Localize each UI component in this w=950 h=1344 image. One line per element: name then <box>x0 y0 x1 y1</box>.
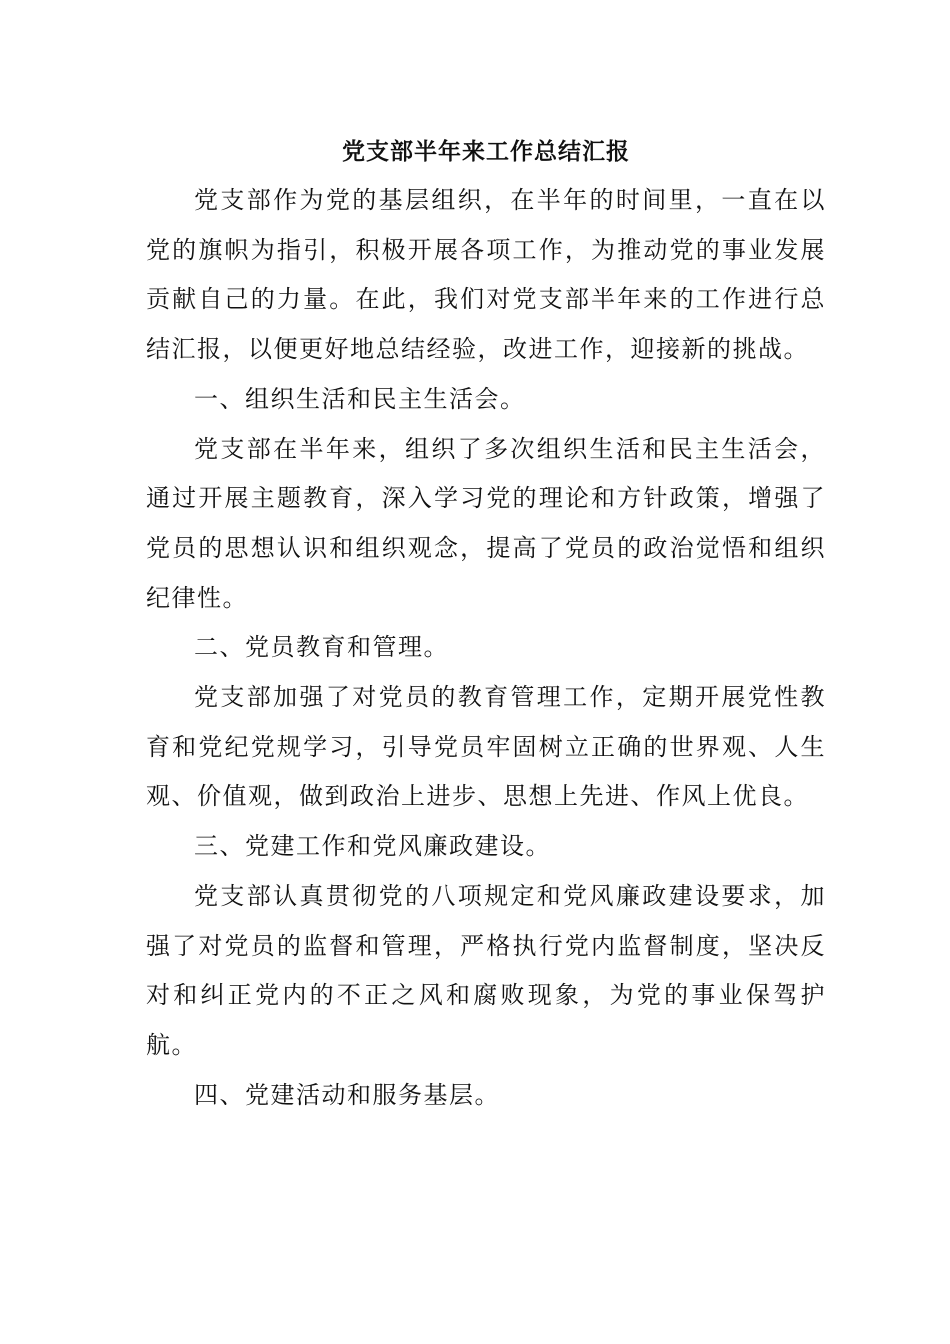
paragraph-section-2: 党支部加强了对党员的教育管理工作，定期开展党性教育和党纪党规学习，引导党员牢固树立正确的世界观、人生观、价值观，做到政治上进步、思想上先进、作风上优良。 <box>146 683 826 811</box>
section-heading-4: 四、党建活动和服务基层。 <box>194 1080 500 1109</box>
paragraph-intro: 党支部作为党的基层组织，在半年的时间里，一直在以党的旗帜为指引，积极开展各项工作，为推动党的事业发展贡献自己的力量。在此，我们对党支部半年来的工作进行总结汇报，以便更好地总结经验，改进工作，迎接新的挑战。 <box>146 186 826 364</box>
section-heading-2: 二、党员教育和管理。 <box>194 633 449 662</box>
document-title: 党支部半年来工作总结汇报 <box>342 138 630 165</box>
section-heading-1: 一、组织生活和民主生活会。 <box>194 384 526 413</box>
document-body <box>146 128 826 1120</box>
paragraph-section-3: 党支部认真贯彻党的八项规定和党风廉政建设要求，加强了对党员的监督和管理，严格执行党内监督制度，坚决反对和纠正党内的不正之风和腐败现象，为党的事业保驾护航。 <box>146 881 826 1059</box>
paragraph-section-1: 党支部在半年来，组织了多次组织生活和民主生活会，通过开展主题教育，深入学习党的理论和方针政策，增强了党员的思想认识和组织观念，提高了党员的政治觉悟和组织纪律性。 <box>146 434 826 612</box>
section-heading-3: 三、党建工作和党风廉政建设。 <box>194 832 551 861</box>
